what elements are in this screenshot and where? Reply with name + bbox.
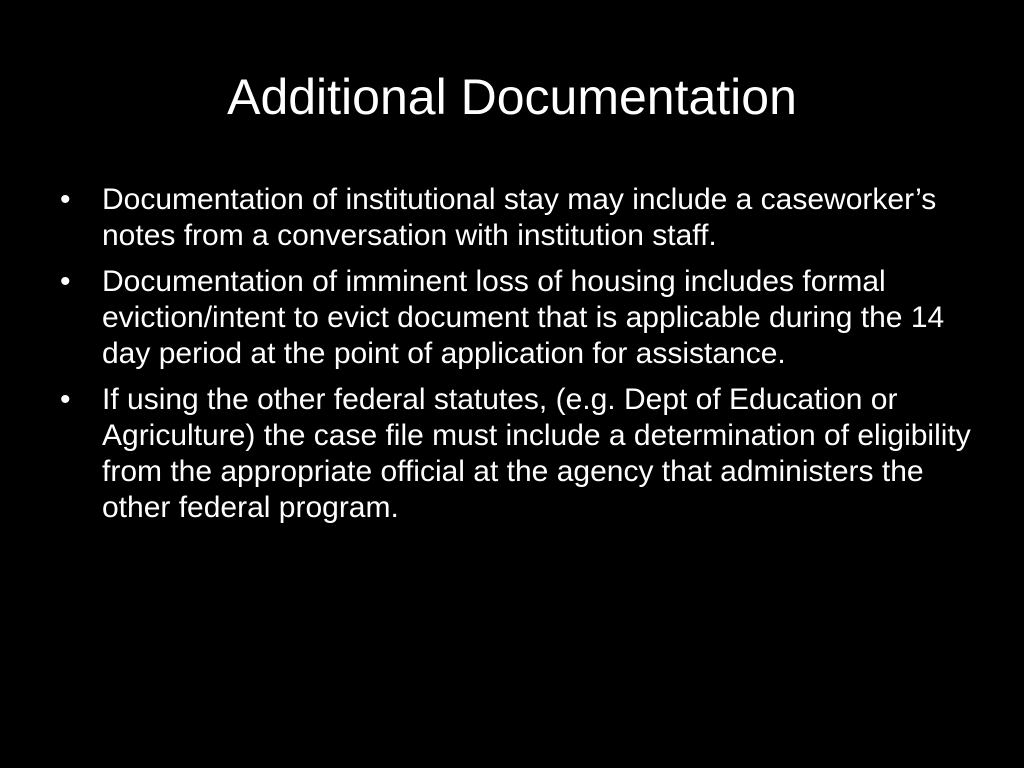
bullet-item-federal-statutes: [60, 382, 980, 526]
bullet-list: [60, 182, 980, 536]
bullet-text: Documentation of institutional stay may include a caseworker’s notes from a conversation with institution staff.: [102, 183, 937, 252]
slide-title: Additional Documentation: [227, 69, 797, 125]
bullet-item-imminent-loss: [60, 264, 980, 372]
bullet-icon: •: [60, 383, 71, 416]
bullet-item-institutional-stay: [60, 182, 980, 254]
bullet-text: If using the other federal statutes, (e.g. Dept of Education or Agriculture) the case file must include a determination of eligibility from the appropriate official at the agency that administers the other federal program.: [102, 383, 971, 524]
bullet-icon: •: [60, 265, 71, 298]
bullet-icon: •: [60, 183, 71, 216]
bullet-text: Documentation of imminent loss of housing includes formal eviction/intent to evict document that is applicable during the 14 day period at the point of application for assistance.: [102, 265, 945, 370]
